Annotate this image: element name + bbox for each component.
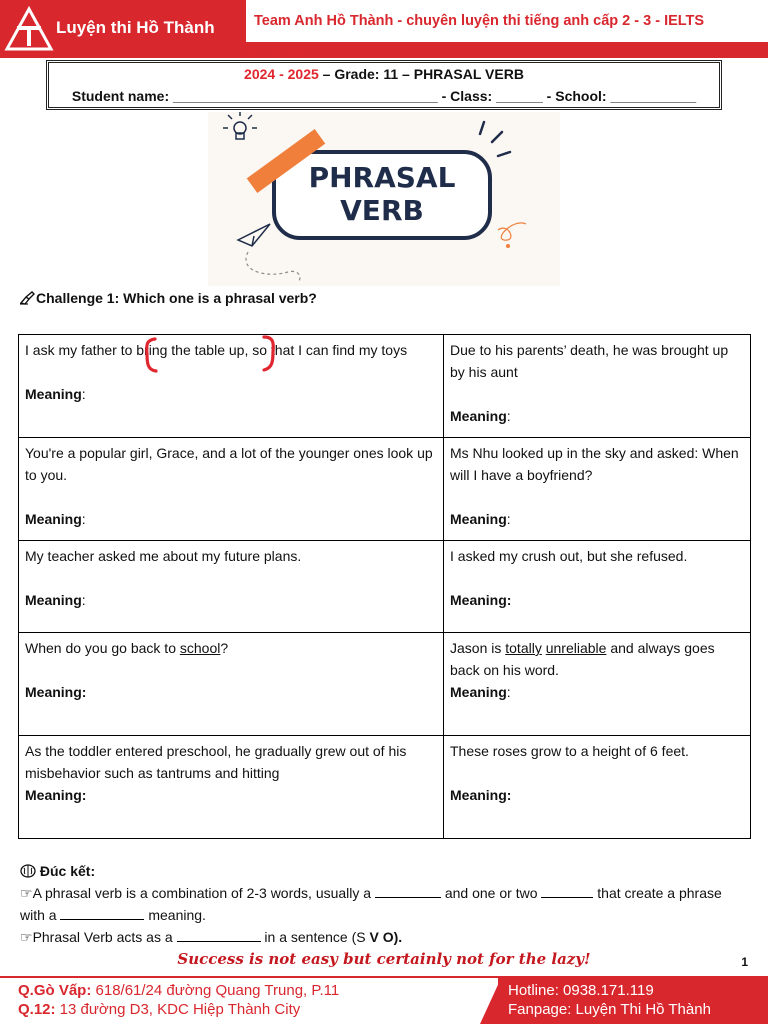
address-govap: Q.Gò Vấp: 618/61/24 đường Quang Trung, P.11 bbox=[18, 982, 340, 999]
table-row bbox=[19, 633, 751, 736]
question-sentence: When do you go back to school? bbox=[25, 640, 229, 656]
school-year: 2024 - 2025 bbox=[244, 66, 319, 82]
header-divider-shape bbox=[232, 42, 352, 58]
red-bracket-open-icon bbox=[142, 336, 158, 374]
question-cell bbox=[19, 335, 444, 438]
question-sentence: Jason is totally unreliable and always goes back on his word. bbox=[450, 640, 715, 678]
meaning-label: Meaning: bbox=[450, 408, 511, 424]
question-cell bbox=[444, 633, 751, 736]
meaning-label: Meaning: bbox=[450, 592, 512, 608]
illustration-graphic bbox=[208, 112, 560, 286]
table-row bbox=[19, 335, 751, 438]
conclusion-heading bbox=[20, 860, 750, 882]
pointing-hand-icon: ☞ bbox=[20, 929, 33, 945]
paper-plane-icon bbox=[238, 224, 270, 246]
footer-divider-shape bbox=[480, 976, 502, 1024]
meaning-label: Meaning: bbox=[450, 511, 511, 527]
question-sentence: Due to his parents’ death, he was brought up by his aunt bbox=[450, 342, 729, 380]
question-cell bbox=[19, 438, 444, 541]
question-sentence: Ms Nhu looked up in the sky and asked: When will I have a boyfriend? bbox=[450, 445, 739, 483]
writing-hand-icon bbox=[20, 291, 36, 305]
table-row bbox=[19, 541, 751, 633]
question-cell bbox=[19, 541, 444, 633]
conclusion-point-2: ☞Phrasal Verb acts as a in a sentence (S V O). bbox=[20, 929, 403, 945]
question-cell bbox=[444, 736, 751, 839]
header-tagline: Team Anh Hồ Thành - chuyên luyện thi tiếng anh cấp 2 - 3 - IELTS bbox=[254, 13, 705, 29]
question-sentence: As the toddler entered preschool, he gradually grew out of his misbehavior such as tantrums and hitting bbox=[25, 743, 407, 781]
meaning-label: Meaning: bbox=[450, 787, 512, 803]
fill-blank[interactable] bbox=[60, 906, 144, 920]
brain-icon bbox=[20, 864, 36, 878]
student-info-line: Student name: __________________________________ - Class: ______ - School: ___________ bbox=[71, 88, 697, 104]
meaning-label: Meaning: bbox=[25, 684, 87, 700]
address-q12: Q.12: 13 đường D3, KDC Hiệp Thành City bbox=[18, 1001, 301, 1018]
question-cell bbox=[19, 633, 444, 736]
illustration-title-line2: VERB bbox=[340, 194, 424, 227]
brand-name: Luyện thi Hồ Thành bbox=[56, 18, 215, 37]
challenge-heading bbox=[20, 290, 317, 306]
fill-blank[interactable] bbox=[375, 884, 441, 898]
conclusion-section bbox=[20, 860, 750, 948]
worksheet-title bbox=[49, 66, 719, 82]
pointing-hand-icon: ☞ bbox=[20, 885, 33, 901]
meaning-label: Meaning: bbox=[450, 684, 511, 700]
conclusion-title: Đúc kết: bbox=[39, 863, 96, 879]
table-row bbox=[19, 736, 751, 839]
question-sentence: I asked my crush out, but she refused. bbox=[450, 548, 688, 564]
grade-topic: – Grade: 11 – PHRASAL VERB bbox=[318, 66, 524, 82]
question-sentence: My teacher asked me about my future plans. bbox=[25, 548, 302, 564]
meaning-label: Meaning: bbox=[25, 386, 86, 402]
question-sentence: You're a popular girl, Grace, and a lot of the younger ones look up to you. bbox=[25, 445, 433, 483]
lightbulb-icon bbox=[223, 112, 257, 139]
brand-logo-icon bbox=[4, 6, 54, 52]
challenge-title: Challenge 1: Which one is a phrasal verb? bbox=[36, 290, 317, 306]
question-cell bbox=[444, 541, 751, 633]
worksheet-info-box bbox=[46, 60, 722, 110]
fanpage[interactable]: Fanpage: Luyện Thi Hồ Thành bbox=[508, 1001, 711, 1018]
question-cell bbox=[444, 438, 751, 541]
phrasal-verb-illustration bbox=[208, 112, 560, 286]
conclusion-point-1: ☞A phrasal verb is a combination of 2-3 words, usually a and one or two that create a phrase with a meaning. bbox=[20, 885, 722, 923]
phrasal-verb-table bbox=[18, 334, 751, 839]
hotline[interactable]: Hotline: 0938.171.119 bbox=[508, 982, 654, 999]
question-sentence: I ask my father to bring the table up, so that I can find my toys bbox=[25, 342, 408, 358]
table-row bbox=[19, 438, 751, 541]
question-sentence: These roses grow to a height of 6 feet. bbox=[450, 743, 689, 759]
fill-blank[interactable] bbox=[541, 884, 593, 898]
question-cell bbox=[444, 335, 751, 438]
motto: Success is not easy but certainly not for the lazy! bbox=[177, 950, 591, 968]
illustration-title-line1: PHRASAL bbox=[308, 161, 456, 194]
meaning-label: Meaning: bbox=[25, 511, 86, 527]
meaning-label: Meaning: bbox=[25, 787, 87, 803]
meaning-label: Meaning: bbox=[25, 592, 86, 608]
red-bracket-close-icon bbox=[262, 334, 278, 372]
page-number: 1 bbox=[741, 955, 748, 969]
page-header bbox=[0, 0, 768, 58]
question-cell bbox=[19, 736, 444, 839]
fill-blank[interactable] bbox=[177, 928, 261, 942]
